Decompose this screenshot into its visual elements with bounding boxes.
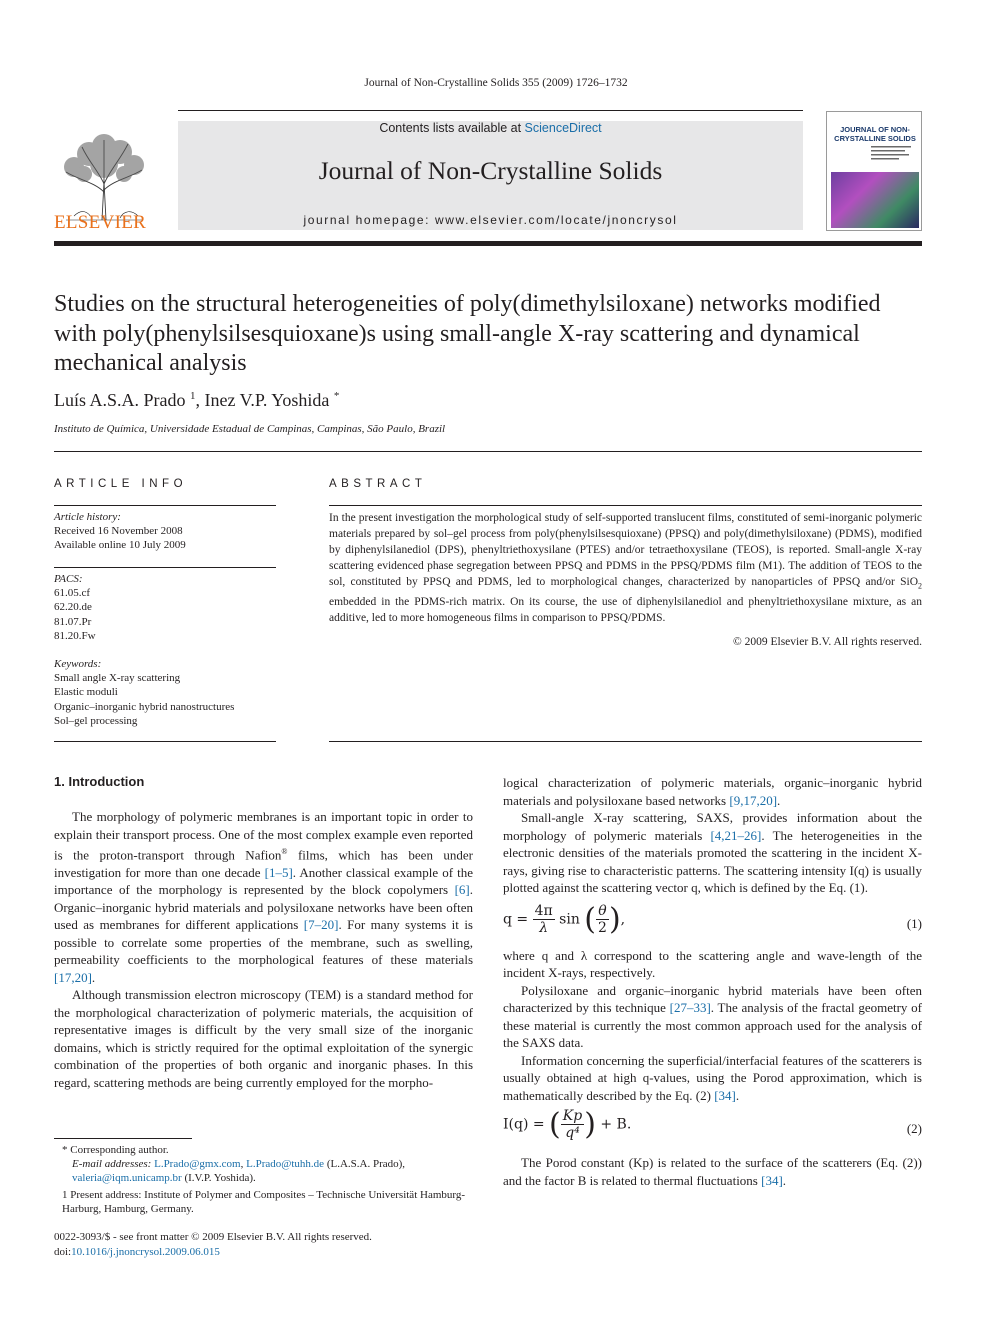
email-link[interactable]: valeria@iqm.unicamp.br xyxy=(72,1172,182,1185)
pacs-code: 61.05.cf xyxy=(54,587,91,600)
abstract-text: In the present investigation the morphological study of self-supported translucent films, constituted of semi-inorganic polymeric materials prepared by sol–gel process from poly(phenylsilsesquioxane) (PPSQ) and poly(dimethylsiloxane) (PDMS), modified by diphenylsilanediol (DPS), phenyltriethoxysilane (PTES) and/or tetraethoxysilane (TEOS), is reported. Small-angle X-ray scattering evidenced phase segregation between PPSQ and PDMS in the PPSQ/PDMS film (M1). The addition of TEOS to the sol, constituted by PPSQ and PDMS, led to morphological changes, characterized by nanoparticles of PPSQ and/or SiO$_2$ embedded in the PDMS-rich matrix. On its course, the use of diphenylsilanediol and phenyltriethoxysilane mixture, as an additive, led to more homogeneous films in comparison to PPSQ/PDMS. xyxy=(329,512,922,625)
corresponding-author-mark[interactable]: * xyxy=(333,390,340,402)
section-heading-introduction: 1. Introduction xyxy=(54,774,145,789)
cover-title: JOURNAL OF NON-CRYSTALLINE SOLIDS xyxy=(834,125,916,143)
affiliation: Instituto de Química, Universidade Estadual de Campinas, Campinas, São Paulo, Brazil xyxy=(54,423,446,435)
equation-2: I(q) = ( $\frac{Kp}{\text{q⁴}}$ ) + B. (2) xyxy=(503,1106,922,1142)
body-right-column xyxy=(503,774,922,1189)
abstract-copyright: © 2009 Elsevier B.V. All rights reserved. xyxy=(733,636,922,648)
journal-citation: Journal of Non-Crystalline Solids 355 (2009) 1726–1732 xyxy=(364,77,628,89)
equation-number: (1) xyxy=(906,915,922,931)
masthead-rule xyxy=(54,241,922,246)
keyword: Sol–gel processing xyxy=(54,714,138,727)
reference-link[interactable]: [7–20] xyxy=(303,917,339,933)
abstract-heading: ABSTRACT xyxy=(329,478,427,490)
title-rule xyxy=(54,451,922,452)
article-info-heading: ARTICLE INFO xyxy=(54,478,188,490)
author-prado[interactable]: Luís A.S.A. Prado xyxy=(54,390,186,410)
keyword: Small angle X-ray scattering xyxy=(54,672,181,685)
header-rule xyxy=(178,110,803,111)
front-matter-info xyxy=(54,1230,372,1259)
doi-line: doi:10.1016/j.jnoncrysol.2009.06.015 xyxy=(54,1245,220,1258)
author-footnote-mark[interactable]: 1 xyxy=(190,390,196,402)
article-info-rule xyxy=(54,741,276,742)
footnote-corresponding: * Corresponding author. xyxy=(62,1144,169,1156)
paragraph: The Porod constant (Kp) is related to the surface of the scatterers (Eq. (2)) and the factor B is related to thermal fluctuations [34]. xyxy=(503,1155,922,1188)
equation-1: q = $\frac{4\pi}{\lambda}$ sin ( $\frac{\theta}{2}$ ), (1) xyxy=(503,901,922,937)
article-info-rule xyxy=(54,505,276,506)
reference-link[interactable]: [1–5] xyxy=(264,864,293,880)
cover-text-lines xyxy=(871,144,915,164)
footnote-rule xyxy=(54,1138,192,1139)
paragraph: The morphology of polymeric membranes is an important topic in order to explain their transport process. One of the most complex example even reported is the proton-transport through Nafion® films, which has been under investigation for more than one decade [1–5]. Another classical example of the importance of the morphology is represented by the block copolymers [6]. Organic–inorganic hybrid materials and polysiloxane networks have been often used as membranes for different applications [7–20]. For many systems it is possible to correlate some properties of the membrane, such as swelling, permeability coefficients to the morphological features of these materials [17,20]. xyxy=(54,809,474,985)
email-link[interactable]: L.Prado@gmx.com xyxy=(154,1158,241,1171)
abstract-rule xyxy=(329,505,922,506)
paragraph: Although transmission electron microscopy (TEM) is a standard method for the morphological characterization of polymeric materials, the acquisition of representative images is difficult by the very small size of the inorganic domains, which is strictly required for the optimal exploitation of the synergic combination of the properties of both organic and inorganic phases. In this regard, scattering methods are being currently employed for the morpho- xyxy=(54,987,473,1090)
keyword: Organic–inorganic hybrid nanostructures xyxy=(54,700,235,713)
abstract-rule xyxy=(329,741,922,742)
equation-number: (2) xyxy=(906,1121,922,1136)
contents-line: Contents lists available at ScienceDirect xyxy=(379,121,602,135)
pacs-list: PACS: 61.05.cf 62.20.de 81.07.Pr 81.20.Fw xyxy=(54,572,276,643)
doi-link[interactable]: 10.1016/j.jnoncrysol.2009.06.015 xyxy=(71,1245,220,1258)
pacs-code: 81.07.Pr xyxy=(54,615,92,628)
journal-cover-thumbnail xyxy=(826,111,922,231)
footnote-emails: E-mail addresses: L.Prado@gmx.com, L.Prado@tuhh.de (L.A.S.A. Prado), valeria@iqm.unicamp.br (I.V.P. Yoshida). xyxy=(72,1158,406,1185)
reference-link[interactable]: [34] xyxy=(714,1087,736,1103)
pacs-code: 62.20.de xyxy=(54,601,92,614)
body-left-column xyxy=(54,808,473,1091)
journal-homepage[interactable]: journal homepage: www.elsevier.com/locate/jnoncrysol xyxy=(303,213,678,227)
paragraph: where q and λ correspond to the scattering angle and wave-length of the incident X-rays, respectively. xyxy=(503,947,922,980)
article-history: Article history: Received 16 November 2008 Available online 10 July 2009 xyxy=(54,511,186,552)
paragraph: Information concerning the superficial/interfacial features of the scatterers is usually obtained at high q-values, using the Porod approximation, which is mathematically described by the Eq. (2) [34]. xyxy=(503,1052,922,1103)
reference-link[interactable]: [27–33] xyxy=(669,1000,711,1015)
sciencedirect-link[interactable]: ScienceDirect xyxy=(524,121,602,135)
keywords-list: Keywords: Small angle X-ray scattering Elastic moduli Organic–inorganic hybrid nanostructures Sol–gel processing xyxy=(54,657,276,728)
reference-link[interactable]: [34] xyxy=(761,1172,783,1188)
article-title: Studies on the structural heterogeneities of poly(dimethylsiloxane) networks modified with poly(phenylsilsesquioxane)s using small-angle X-ray scattering and dynamical mechanical analysis xyxy=(54,291,881,376)
author-yoshida[interactable]: Inez V.P. Yoshida xyxy=(204,390,330,410)
reference-link[interactable]: [17,20] xyxy=(54,969,92,985)
footnotes xyxy=(54,1143,473,1216)
pacs-code: 81.20.Fw xyxy=(54,629,96,642)
keyword: Elastic moduli xyxy=(54,686,118,699)
reference-link[interactable]: [9,17,20] xyxy=(729,792,778,808)
paragraph: logical characterization of polymeric materials, organic–inorganic hybrid materials and polysiloxane based networks [9,17,20]. xyxy=(503,775,922,808)
paragraph: Polysiloxane and organic–inorganic hybrid materials have been often characterized by this technique [27–33]. The analysis of the fractal geometry of these material is currently the most common approach used for the analysis of the SAXS data. xyxy=(503,982,922,1050)
cover-image xyxy=(831,172,919,228)
reference-link[interactable]: [6] xyxy=(454,882,470,898)
reference-link[interactable]: [4,21–26] xyxy=(710,827,762,843)
article-info-rule xyxy=(54,567,276,568)
elsevier-wordmark: ELSEVIER xyxy=(54,212,147,233)
author-list: Luís A.S.A. Prado $^1$, Inez V.P. Yoshida * xyxy=(54,390,340,410)
paragraph: Small-angle X-ray scattering, SAXS, provides information about the morphology of polymeric materials [4,21–26]. The heterogeneities in the electronic densities of the materials promoted the scattering in the incident X-rays, giving rise to characteristic patterns. The scattering intensity I(q) is usually plotted against the scattering vector q, which is defined by the Eq. (1). xyxy=(503,810,922,895)
email-link[interactable]: L.Prado@tuhh.de xyxy=(246,1158,325,1171)
journal-title: Journal of Non-Crystalline Solids xyxy=(318,156,663,185)
footnote-present-address: 1 Present address: Institute of Polymer and Composites – Technische Universität Hamburg-Harburg, Hamburg, Germany. xyxy=(62,1188,466,1215)
issn-line: 0022-3093/$ - see front matter © 2009 Elsevier B.V. All rights reserved. xyxy=(54,1231,372,1243)
